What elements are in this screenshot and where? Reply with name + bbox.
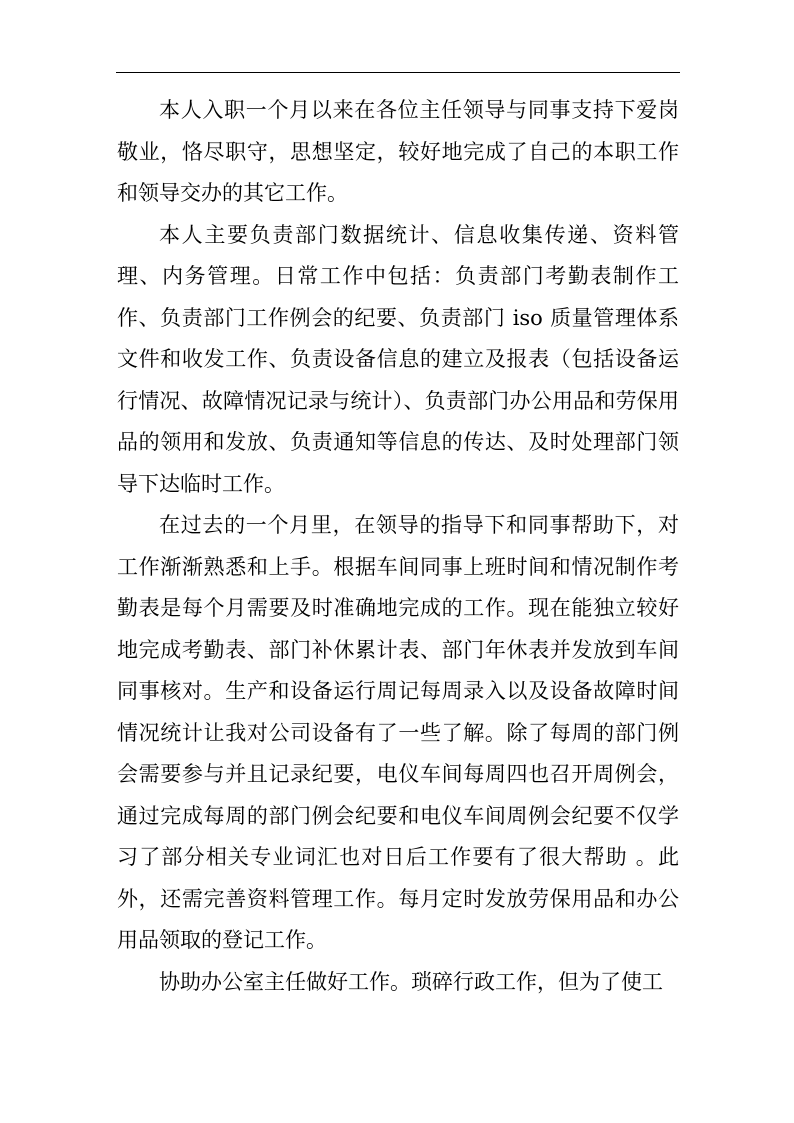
- paragraph-4: 协助办公室主任做好工作。琐碎行政工作，但为了使工: [159, 969, 663, 994]
- paragraph-3: 在过去的一个月里，在领导的指导下和同事帮助下，对工作渐渐熟悉和上手。根据车间同事上班时间和情况制作考勤表是每个月需要及时准确地完成的工作。现在能独立较好地完成考勤表、部门补休累计表、部门年休表并发放到车间同事核对。生产和设备运行周记每周录入以及设备故障时间情况统计让我对公司设备有了一些了解。除了每周的部门例会需要参与并且记录纪要，电仪车间每周四也召开周例会，通过完成每周的部门例会纪要和电仪车间周例会纪要不仅学习了部分相关专业词汇也对日后工作要有了很大帮助 。此外，还需完善资料管理工作。每月定时发放劳保用品和办公用品领取的登记工作。: [117, 513, 679, 952]
- document-body: [117, 90, 679, 1003]
- paragraph-2: 本人主要负责部门数据统计、信息收集传递、资料管理、内务管理。日常工作中包括：负责部门考勤表制作工作、负责部门工作例会的纪要、负责部门 iso 质量管理体系文件和收发工作、负责设备信息的建立及报表（包括设备运行情况、故障情况记录与统计）、负责部门办公用品和劳保用品的领用和发放、负责通知等信息的传达、及时处理部门领导下达临时工作。: [117, 222, 679, 496]
- header-rule: [116, 72, 680, 73]
- paragraph-1: 本人入职一个月以来在各位主任领导与同事支持下爱岗敬业，恪尽职守，思想坚定，较好地完成了自己的本职工作和领导交办的其它工作。: [117, 98, 679, 205]
